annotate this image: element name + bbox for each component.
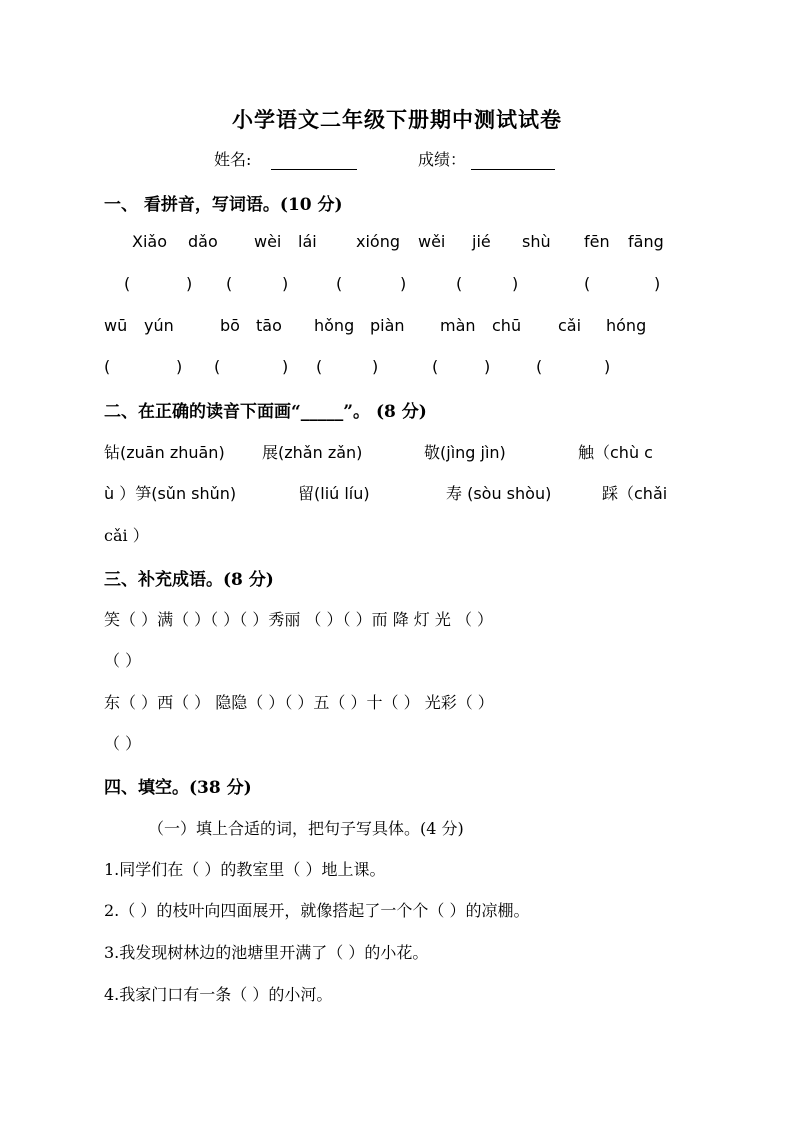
pinyin-syllable: piàn: [370, 316, 405, 335]
section-3-heading: 三、补充成语。(8 分): [104, 570, 274, 590]
reading-option[interactable]: 触（chù c: [578, 443, 653, 462]
idiom-line-3[interactable]: 东（ ）西（ ） 隐隐（ ）（ ）五（ ）十（ ） 光彩（ ）: [104, 693, 494, 712]
pinyin-syllable: hǒng: [314, 316, 355, 335]
paren-open: (: [584, 274, 591, 293]
paren-open: (: [124, 274, 131, 293]
idiom-line-4[interactable]: （ ）: [104, 734, 142, 753]
fill-item[interactable]: 2.（ ）的枝叶向四面展开，就像搭起了一个个（ ）的凉棚。: [104, 901, 530, 920]
reading-line-3[interactable]: cǎi ）: [104, 526, 149, 545]
paren-open: (: [214, 357, 221, 376]
pinyin-row-1: [0, 232, 794, 256]
pinyin-syllable: hóng: [606, 316, 647, 335]
reading-option[interactable]: ù ）笋(sǔn shǔn): [104, 484, 237, 503]
paren-close: ): [372, 357, 379, 376]
paren-open: (: [316, 357, 323, 376]
reading-option[interactable]: 敬(jìng jìn): [424, 443, 506, 462]
paren-close: ): [176, 357, 183, 376]
reading-option[interactable]: 留(liú líu): [298, 484, 370, 503]
pinyin-syllable: chū: [492, 316, 522, 335]
reading-option[interactable]: 展(zhǎn zǎn): [262, 443, 363, 462]
section-2-heading: 二、在正确的读音下面画“_____”。 (8 分): [104, 402, 427, 422]
name-field[interactable]: [214, 147, 357, 170]
pinyin-syllable: yún: [144, 316, 174, 335]
pinyin-syllable: wū: [104, 316, 128, 335]
paren-open: (: [336, 274, 343, 293]
paren-close: ): [282, 357, 289, 376]
reading-option[interactable]: 踩（chǎi: [602, 484, 668, 503]
fill-item[interactable]: 4.我家门口有一条（ ）的小河。: [104, 985, 333, 1004]
paren-close: ): [484, 357, 491, 376]
pinyin-row-2: [0, 316, 794, 340]
answer-row-1[interactable]: [0, 274, 794, 298]
paren-close: ): [512, 274, 519, 293]
pinyin-syllable: xióng: [356, 232, 400, 251]
pinyin-syllable: tāo: [256, 316, 282, 335]
pinyin-syllable: lái: [298, 232, 317, 251]
fill-item[interactable]: 1.同学们在（ ）的教室里（ ）地上课。: [104, 860, 386, 879]
section-1-heading: 一、 看拼音，写词语。(10 分): [104, 195, 343, 215]
paren-close: ): [654, 274, 661, 293]
paren-open: (: [536, 357, 543, 376]
pinyin-syllable: fēn: [584, 232, 610, 251]
reading-line-2: [0, 481, 794, 505]
paren-open: (: [456, 274, 463, 293]
pinyin-syllable: jié: [472, 232, 491, 251]
paren-open: (: [226, 274, 233, 293]
idiom-line-1[interactable]: 笑（ ）满（ ）（ ）（ ）秀丽 （ ）（ ）而 降 灯 光 （ ）: [104, 610, 494, 629]
score-label: 成绩：: [418, 150, 467, 169]
pinyin-syllable: bō: [220, 316, 240, 335]
paren-close: ): [400, 274, 407, 293]
pinyin-syllable: wèi: [254, 232, 282, 251]
page-title: 小学语文二年级下册期中测试试卷: [232, 107, 562, 132]
section-4-subheading: （一）填上合适的词，把句子写具体。(4 分): [148, 819, 464, 838]
reading-option[interactable]: 钻(zuān zhuān): [104, 443, 225, 462]
pinyin-syllable: Xiǎo: [132, 232, 167, 251]
paren-close: ): [186, 274, 193, 293]
pinyin-syllable: wěi: [418, 232, 446, 251]
reading-option[interactable]: 寿 (sòu shòu): [446, 484, 552, 503]
pinyin-syllable: dǎo: [188, 232, 218, 251]
pinyin-syllable: cǎi: [558, 316, 582, 335]
fill-item[interactable]: 3.我发现树林边的池塘里开满了（ ）的小花。: [104, 943, 429, 962]
paren-open: (: [104, 357, 111, 376]
name-blank[interactable]: [271, 151, 357, 170]
score-field[interactable]: [418, 147, 555, 170]
reading-line-1: [0, 440, 794, 464]
idiom-line-2[interactable]: （ ）: [104, 651, 142, 670]
score-blank[interactable]: [471, 151, 555, 170]
paren-close: ): [282, 274, 289, 293]
paren-open: (: [432, 357, 439, 376]
pinyin-syllable: màn: [440, 316, 476, 335]
answer-row-2[interactable]: [0, 357, 794, 381]
section-4-heading: 四、填空。(38 分): [104, 778, 252, 798]
paren-close: ): [604, 357, 611, 376]
pinyin-syllable: shù: [522, 232, 551, 251]
pinyin-syllable: fāng: [628, 232, 664, 251]
name-label: 姓名:: [214, 150, 252, 169]
